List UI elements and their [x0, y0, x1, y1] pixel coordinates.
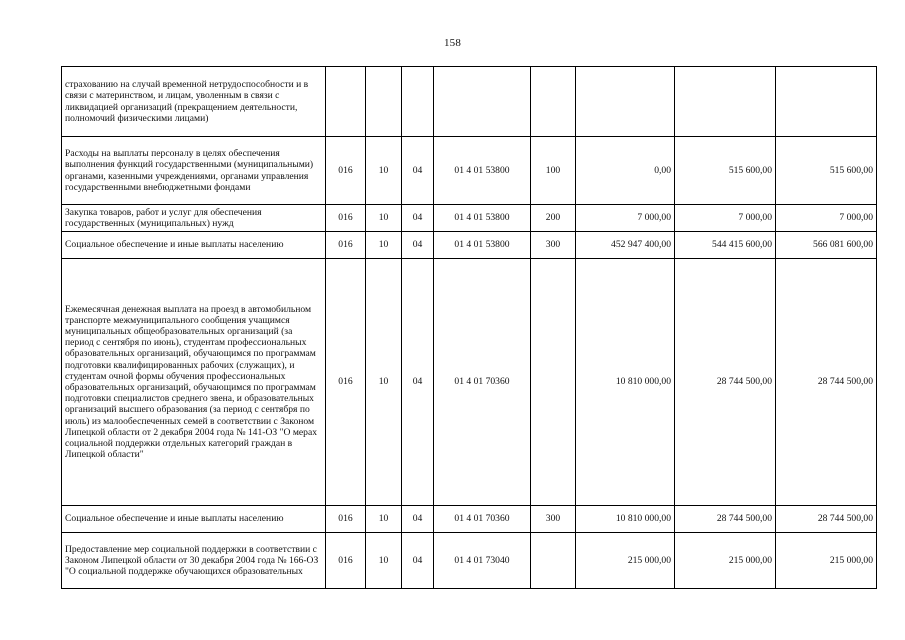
ministry-code-cell — [326, 67, 366, 137]
subsection-code-cell: 04 — [402, 259, 434, 506]
row-name-cell: Ежемесячная денежная выплата на проезд в автомобильном транспорте межмуниципального сообщения учащимся муниципальных общеобразовательных организаций (за период с сентября по июнь), студентам профессиональных образовательных организаций, обучающимся по программам подготовки квалифицированных рабочих (служащих), и студентам очной формы обучения профессиональных образовательных организаций, обучающимся по программам подготовки специалистов среднего звена, и образовательных организаций высшего образования (за период с сентября по июль) из малообеспеченных семей в соответствии с Законом Липецкой области от 2 декабря 2004 года № 141-ОЗ "О мерах социальной поддержки отдельных категорий граждан в Липецкой области" — [62, 259, 326, 506]
target-article-cell: 01 4 01 53800 — [434, 205, 531, 232]
amount-cell: 10 810 000,00 — [576, 506, 675, 533]
target-article-cell — [434, 67, 531, 137]
ministry-code-cell: 016 — [326, 259, 366, 506]
table-row — [62, 506, 877, 533]
subsection-code-cell: 04 — [402, 533, 434, 589]
amount-cell: 515 600,00 — [675, 137, 776, 205]
amount-cell: 515 600,00 — [776, 137, 877, 205]
row-name-cell: Расходы на выплаты персоналу в целях обеспечения выполнения функций государственными (муниципальными) органами, казенными учреждениями, органами управления государственными внебюджетными фондами — [62, 137, 326, 205]
target-article-cell: 01 4 01 70360 — [434, 259, 531, 506]
amount-cell: 28 744 500,00 — [675, 259, 776, 506]
ministry-code-cell: 016 — [326, 205, 366, 232]
expense-type-cell: 300 — [531, 232, 576, 259]
target-article-cell: 01 4 01 70360 — [434, 506, 531, 533]
expense-type-cell — [531, 259, 576, 506]
section-code-cell: 10 — [366, 506, 402, 533]
section-code-cell: 10 — [366, 205, 402, 232]
page-number: 158 — [443, 37, 462, 49]
target-article-cell: 01 4 01 73040 — [434, 533, 531, 589]
amount-cell: 215 000,00 — [776, 533, 877, 589]
subsection-code-cell: 04 — [402, 506, 434, 533]
subsection-code-cell: 04 — [402, 232, 434, 259]
amount-cell: 7 000,00 — [776, 205, 877, 232]
ministry-code-cell: 016 — [326, 137, 366, 205]
expense-type-cell: 300 — [531, 506, 576, 533]
expense-type-cell: 200 — [531, 205, 576, 232]
table-row — [62, 533, 877, 589]
ministry-code-cell: 016 — [326, 232, 366, 259]
table-row — [62, 259, 877, 506]
section-code-cell — [366, 67, 402, 137]
amount-cell: 566 081 600,00 — [776, 232, 877, 259]
amount-cell: 452 947 400,00 — [576, 232, 675, 259]
section-code-cell: 10 — [366, 259, 402, 506]
amount-cell: 7 000,00 — [576, 205, 675, 232]
amount-cell: 7 000,00 — [675, 205, 776, 232]
amount-cell — [675, 67, 776, 137]
amount-cell: 28 744 500,00 — [776, 506, 877, 533]
amount-cell: 0,00 — [576, 137, 675, 205]
subsection-code-cell: 04 — [402, 205, 434, 232]
row-name-cell: страхованию на случай временной нетрудоспособности и в связи с материнством, и лицам, уволенным в связи с ликвидацией организаций (прекращением деятельности, полномочий физическими лицами) — [62, 67, 326, 137]
amount-cell: 28 744 500,00 — [675, 506, 776, 533]
expense-type-cell — [531, 533, 576, 589]
row-name-cell: Социальное обеспечение и иные выплаты населению — [62, 232, 326, 259]
row-name-cell: Социальное обеспечение и иные выплаты населению — [62, 506, 326, 533]
expense-type-cell — [531, 67, 576, 137]
amount-cell: 10 810 000,00 — [576, 259, 675, 506]
subsection-code-cell — [402, 67, 434, 137]
amount-cell: 215 000,00 — [576, 533, 675, 589]
row-name-cell: Закупка товаров, работ и услуг для обеспечения государственных (муниципальных) нужд — [62, 205, 326, 232]
section-code-cell: 10 — [366, 533, 402, 589]
budget-table — [61, 66, 877, 589]
amount-cell: 28 744 500,00 — [776, 259, 877, 506]
section-code-cell: 10 — [366, 232, 402, 259]
ministry-code-cell: 016 — [326, 506, 366, 533]
row-name-cell: Предоставление мер социальной поддержки в соответствии с Законом Липецкой области от 30 декабря 2004 года № 166-ОЗ "О социальной поддержке обучающихся образовательных — [62, 533, 326, 589]
table-row — [62, 67, 877, 137]
target-article-cell: 01 4 01 53800 — [434, 232, 531, 259]
table-row — [62, 137, 877, 205]
table-row — [62, 205, 877, 232]
table-row — [62, 232, 877, 259]
expense-type-cell: 100 — [531, 137, 576, 205]
amount-cell: 215 000,00 — [675, 533, 776, 589]
amount-cell — [576, 67, 675, 137]
section-code-cell: 10 — [366, 137, 402, 205]
amount-cell: 544 415 600,00 — [675, 232, 776, 259]
ministry-code-cell: 016 — [326, 533, 366, 589]
amount-cell — [776, 67, 877, 137]
target-article-cell: 01 4 01 53800 — [434, 137, 531, 205]
subsection-code-cell: 04 — [402, 137, 434, 205]
